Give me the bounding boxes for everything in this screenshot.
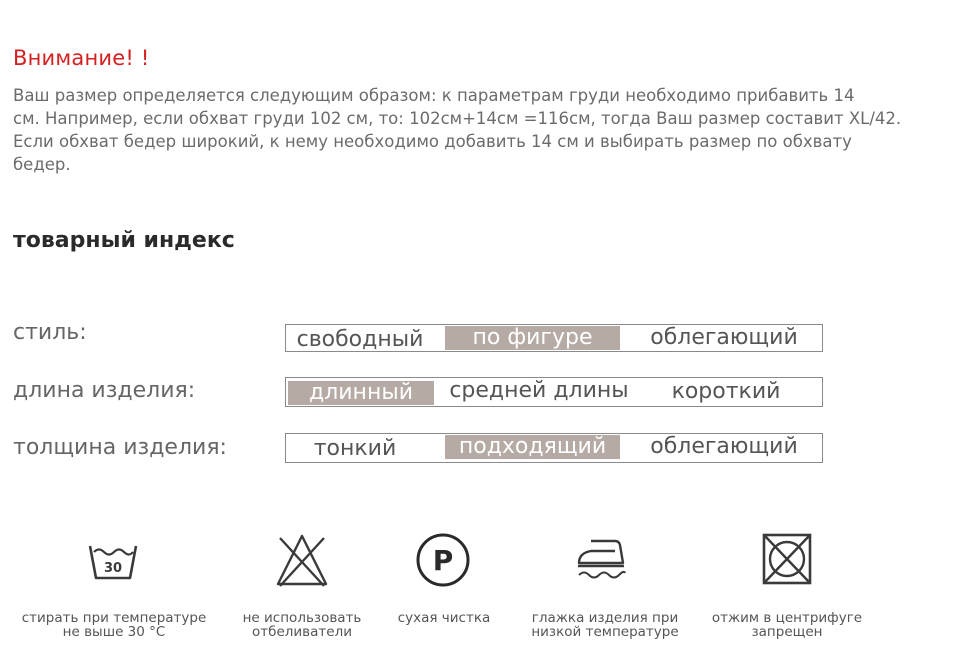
no-tumble-dry-icon: [760, 531, 814, 587]
style-option-fitted: по фигуре: [445, 326, 620, 350]
notice-line: см. Например, если обхват груди 102 см, то: 102см+14см =116см, тогда Ваш размер составит XL/42.: [13, 109, 902, 128]
care-label-line: отжим в центрифуге: [711, 610, 863, 626]
dry-clean-p-icon: [415, 532, 471, 588]
style-scale: [285, 324, 823, 352]
length-scale: [285, 377, 823, 407]
care-label-line: низкой температуре: [531, 624, 679, 640]
care-label-dry-clean: [392, 611, 496, 625]
care-label-line: не выше 30 °С: [62, 624, 166, 640]
care-label-line: глажка изделия при: [531, 610, 679, 626]
length-option-long: длинный: [288, 381, 434, 405]
care-label-line: не использовать: [242, 610, 362, 626]
style-label: стиль:: [13, 320, 87, 345]
thickness-option-thin: тонкий: [313, 436, 397, 461]
wash-30-icon: [87, 530, 139, 586]
care-label-line: запрещен: [751, 624, 823, 640]
length-label: длина изделия:: [13, 378, 196, 403]
style-option-tight: облегающий: [650, 325, 798, 350]
care-label-line: сухая чистка: [397, 610, 491, 626]
thickness-option-suitable: подходящий: [445, 435, 620, 459]
no-bleach-icon: [275, 530, 329, 590]
iron-low-icon: [575, 533, 627, 583]
style-option-loose: свободный: [296, 327, 424, 352]
dry-clean-letter: P: [432, 544, 454, 577]
notice-text: [13, 84, 903, 176]
notice-title: Внимание! !: [13, 46, 150, 70]
care-label-line: отбеливатели: [252, 624, 352, 640]
thickness-scale: [285, 433, 823, 463]
care-label-wash: [18, 611, 210, 639]
wash-temperature-text: 30: [103, 561, 123, 576]
care-label-bleach: [232, 611, 372, 639]
care-label-line: стирать при температуре: [21, 610, 207, 626]
notice-line: Ваш размер определяется следующим образом: к параметрам груди необходимо прибавить 14: [13, 86, 855, 105]
notice-line: бедер.: [13, 155, 71, 174]
notice-line: Если обхват бедер широкий, к нему необходимо добавить 14 см и выбирать размер по обхвату: [13, 132, 852, 151]
thickness-option-tight: облегающий: [650, 434, 798, 459]
product-index-title: товарный индекс: [13, 228, 235, 253]
thickness-label: толщина изделия:: [13, 435, 227, 460]
length-option-medium: средней длины: [449, 378, 629, 403]
care-label-iron: [524, 611, 686, 639]
length-option-short: короткий: [671, 379, 781, 404]
care-label-spin: [710, 611, 864, 639]
